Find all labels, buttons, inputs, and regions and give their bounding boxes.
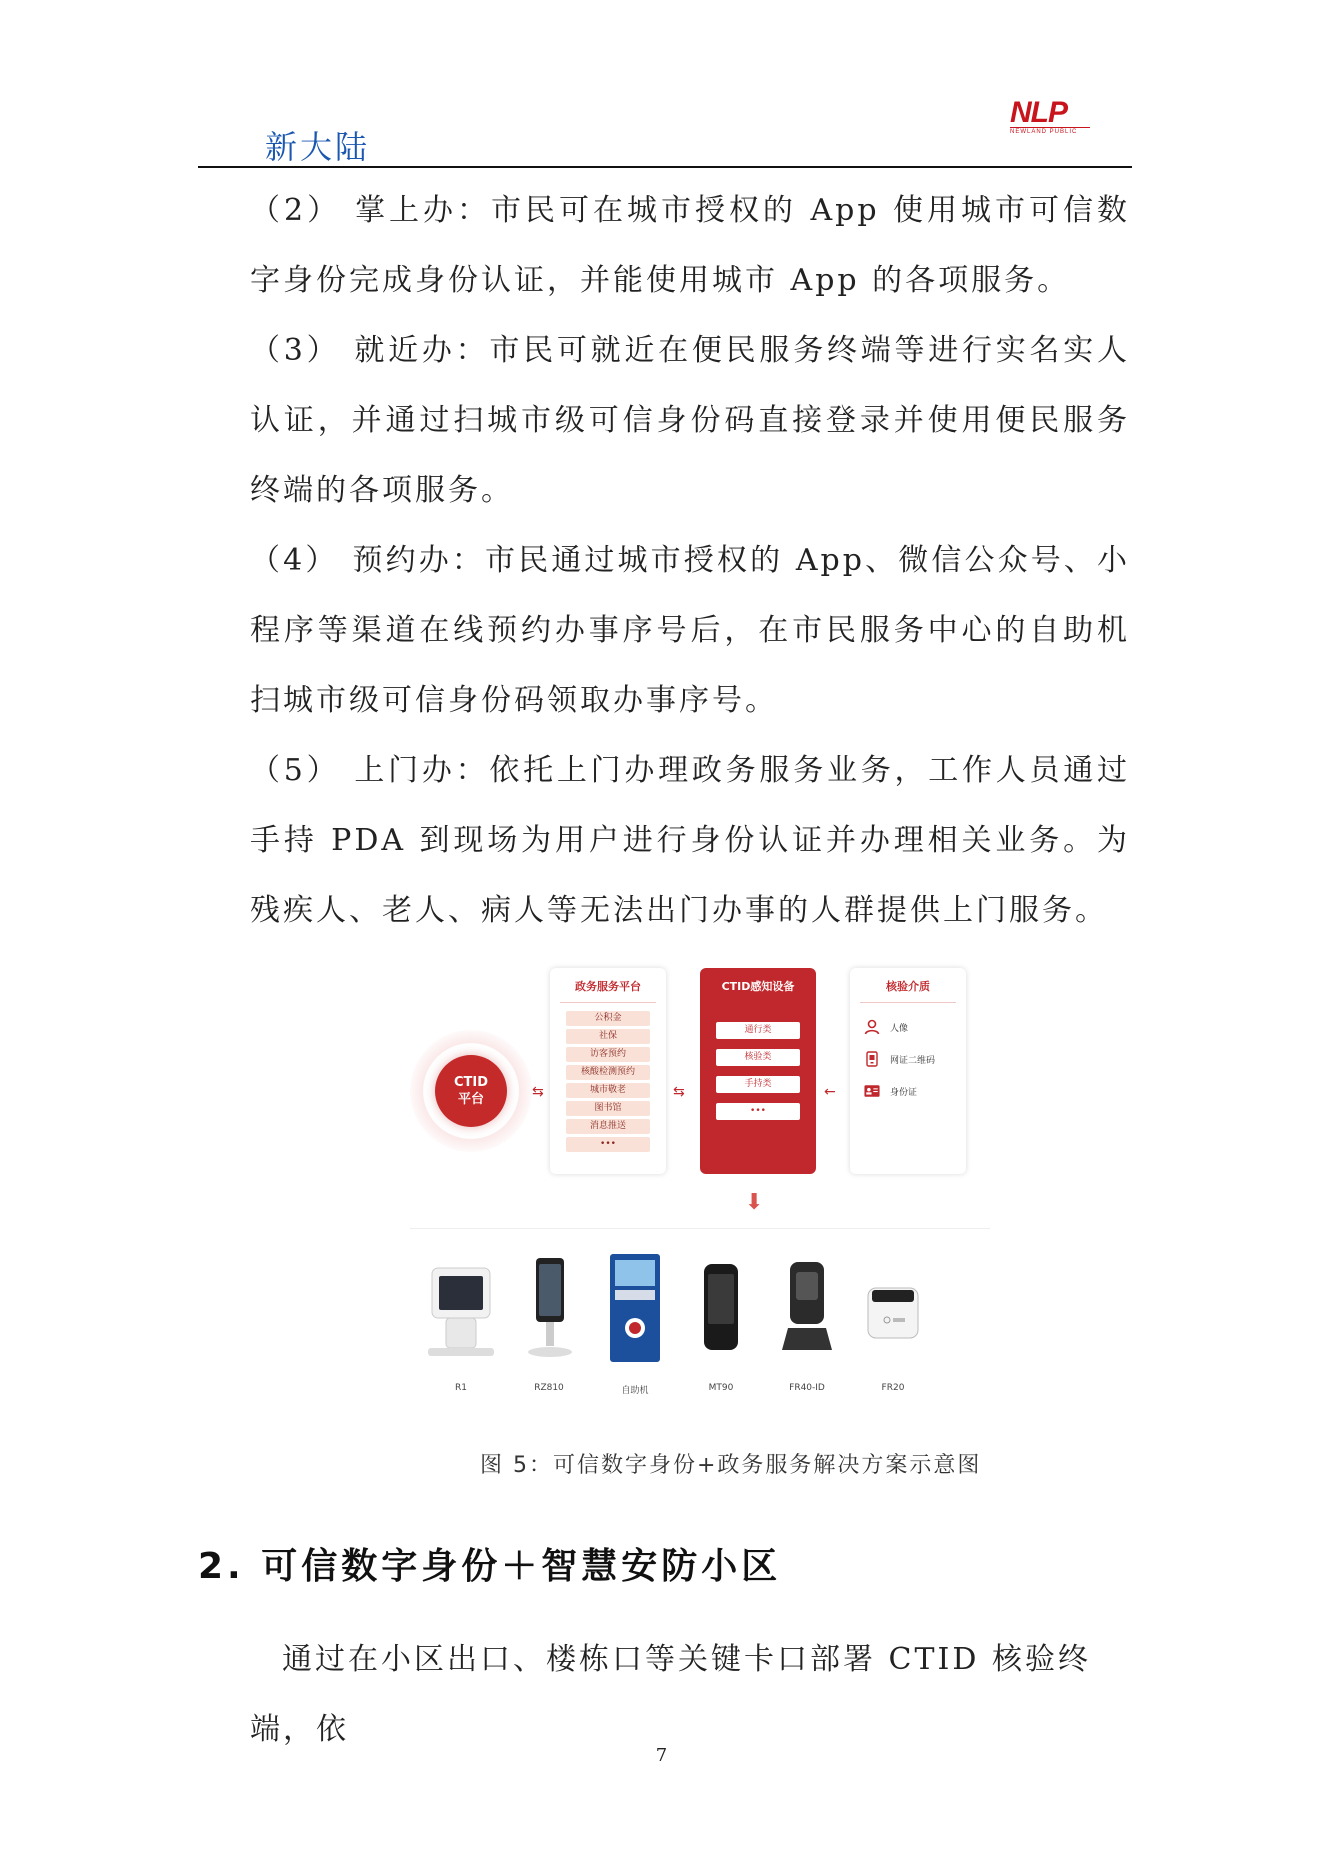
nlp-logo xyxy=(1010,98,1090,142)
body-text xyxy=(250,176,1130,946)
device-fr40-id xyxy=(768,1248,846,1393)
service-tag: 城市敬老 xyxy=(566,1083,650,1098)
service-tag: 访客预约 xyxy=(566,1047,650,1062)
device-mt90 xyxy=(682,1248,760,1393)
paragraph-2 xyxy=(250,176,1130,316)
double-arrow-icon: ⇆ xyxy=(673,1084,685,1100)
device-label: MT90 xyxy=(708,1383,734,1393)
double-arrow-icon: ⇆ xyxy=(532,1084,544,1100)
verify-label: 身份证 xyxy=(890,1087,918,1098)
ctid-label: CTID xyxy=(453,1075,489,1090)
item-number: （2） xyxy=(250,193,342,228)
panel-title: CTID感知设备 xyxy=(721,980,795,993)
ctid-sublabel: 平台 xyxy=(457,1092,484,1107)
face-terminal-icon xyxy=(510,1248,588,1368)
verify-item xyxy=(864,1051,966,1067)
device-label: FR40-ID xyxy=(789,1383,825,1393)
item-number: （3） xyxy=(250,333,341,368)
self-service-kiosk-icon xyxy=(596,1248,674,1368)
item-text: 就近办：市民可就近在便民服务终端等进行实名实人认证，并通过扫城市级可信身份码直接登录并使用便民服务终端的各项服务。 xyxy=(250,333,1130,508)
service-tag: 消息推送 xyxy=(566,1119,650,1134)
ctid-platform-badge xyxy=(435,1055,507,1127)
panel-title: 核验介质 xyxy=(886,980,930,993)
down-arrow-icon: ⬇ xyxy=(745,1190,764,1215)
item-text: 预约办：市民通过城市授权的 App、微信公众号、小程序等渠道在线预约办事序号后，在市民服务中心的自助机扫城市级可信身份码领取办事序号。 xyxy=(250,543,1130,718)
header-rule xyxy=(198,166,1132,168)
kiosk-terminal-icon xyxy=(422,1248,500,1368)
figure-caption: 图 5：可信数字身份+政务服务解决方案示意图 xyxy=(480,1453,982,1478)
item-number: （5） xyxy=(250,753,341,788)
device-label: FR20 xyxy=(881,1383,905,1393)
device-label: R1 xyxy=(455,1383,467,1393)
verify-item xyxy=(864,1019,966,1035)
paragraph-5 xyxy=(250,736,1130,946)
handheld-pda-icon xyxy=(682,1248,760,1368)
left-arrow-icon: ← xyxy=(824,1084,836,1100)
id-card-icon xyxy=(864,1083,880,1099)
paragraph-4 xyxy=(250,526,1130,736)
panel-title: 政务服务平台 xyxy=(575,980,641,993)
device-fr20 xyxy=(854,1248,932,1393)
qrcode-icon xyxy=(864,1051,880,1067)
service-tag: ••• xyxy=(566,1137,650,1152)
verify-label: 人像 xyxy=(890,1023,909,1034)
header-brand: 新大陆 xyxy=(265,128,371,166)
page-number: 7 xyxy=(655,1745,668,1766)
service-tag: 图书馆 xyxy=(566,1101,650,1116)
gov-service-panel xyxy=(550,968,666,1174)
solution-diagram xyxy=(410,960,990,1410)
ctid-platform xyxy=(410,1030,532,1152)
panel-divider xyxy=(860,1002,956,1003)
ctid-device-panel xyxy=(700,968,816,1174)
person-icon xyxy=(864,1019,880,1035)
section-paragraph: 通过在小区出口、楼栋口等关键卡口部署 CTID 核验终端，依 xyxy=(250,1642,1091,1747)
verify-item xyxy=(864,1083,966,1099)
device-self-service xyxy=(596,1248,674,1396)
item-number: （4） xyxy=(250,543,339,578)
device-label: 自助机 xyxy=(621,1386,649,1396)
device-tag: 核验类 xyxy=(716,1049,800,1066)
section-heading: 2. 可信数字身份＋智慧安防小区 xyxy=(198,1546,782,1587)
service-tag: 社保 xyxy=(566,1029,650,1044)
device-tag: 通行类 xyxy=(716,1022,800,1039)
device-rz810 xyxy=(510,1248,588,1393)
logo-subtext: NEWLAND PUBLIC xyxy=(1010,127,1090,135)
verify-label: 网证二维码 xyxy=(890,1055,936,1066)
service-tag: 核酸检测预约 xyxy=(566,1065,650,1080)
item-text: 掌上办：市民可在城市授权的 App 使用城市可信数字身份完成身份认证，并能使用城市 App 的各项服务。 xyxy=(250,193,1130,298)
device-r1 xyxy=(422,1248,500,1393)
service-tag: 公积金 xyxy=(566,1011,650,1026)
scanner-icon xyxy=(768,1248,846,1368)
item-text: 上门办：依托上门办理政务服务业务，工作人员通过手持 PDA 到现场为用户进行身份认证并办理相关业务。为残疾人、老人、病人等无法出门办事的人群提供上门服务。 xyxy=(250,753,1130,928)
figure-divider xyxy=(410,1228,990,1229)
desktop-reader-icon xyxy=(854,1248,932,1368)
verify-media-panel xyxy=(850,968,966,1174)
device-tag: 手持类 xyxy=(716,1076,800,1093)
device-label: RZ810 xyxy=(534,1383,564,1393)
panel-divider xyxy=(560,1002,656,1003)
logo-text: NLP xyxy=(1010,96,1067,129)
paragraph-3 xyxy=(250,316,1130,526)
device-tag: ••• xyxy=(716,1103,800,1120)
